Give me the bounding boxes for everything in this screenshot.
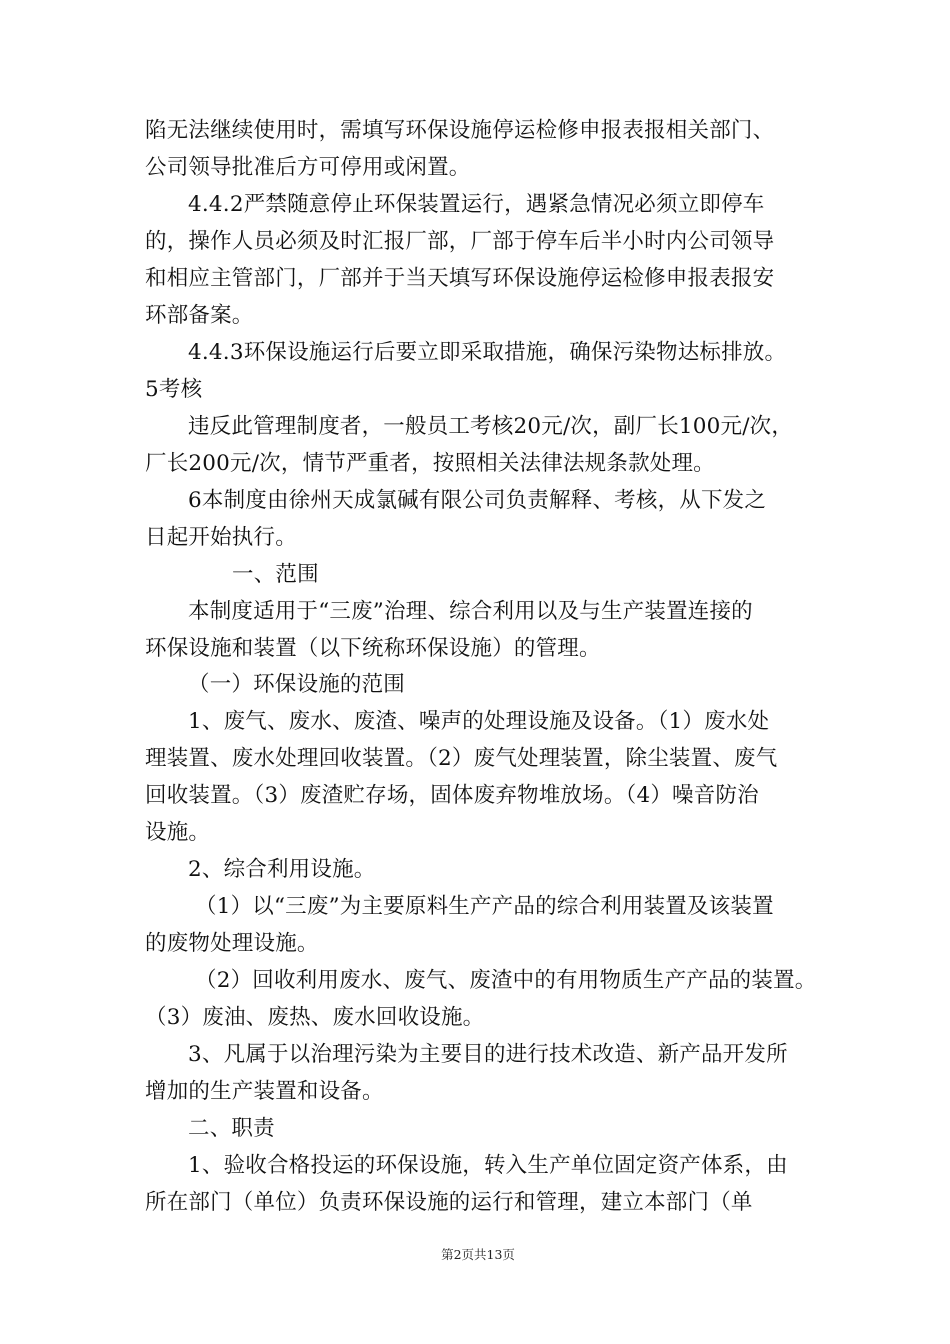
body-line: 厂长200元/次，情节严重者，按照相关法律法规条款处理。: [145, 451, 715, 476]
body-line: 理装置、废水处理回收装置。（2）废气处理装置，除尘装置、废气: [145, 746, 778, 771]
body-line: 环保设施和装置（以下统称环保设施）的管理。: [145, 636, 601, 661]
body-line: 陷无法继续使用时，需填写环保设施停运检修申报表报相关部门、: [145, 118, 775, 143]
section-heading: 5考核: [145, 377, 203, 402]
body-line: （1）以“三废”为主要原料生产产品的综合利用装置及该装置: [195, 894, 774, 919]
body-line: 1、验收合格投运的环保设施，转入生产单位固定资产体系，由: [188, 1153, 788, 1178]
body-line: 2、综合利用设施。: [188, 857, 376, 882]
body-line: 环部备案。: [145, 303, 254, 328]
page-number: 第2页共13页: [441, 1247, 515, 1262]
body-line: 和相应主管部门，厂部并于当天填写环保设施停运检修申报表报安: [145, 266, 775, 291]
body-line: 增加的生产装置和设备。: [145, 1079, 384, 1104]
body-line: 的，操作人员必须及时汇报厂部，厂部于停车后半小时内公司领导: [145, 229, 775, 254]
section-heading: 二、职责: [188, 1116, 275, 1141]
body-line: 4.4.2严禁随意停止环保装置运行，遇紧急情况必须立即停车: [188, 192, 765, 217]
body-line: 1、废气、废水、废渣、噪声的处理设施及设备。（1）废水处: [188, 709, 770, 734]
body-line: 回收装置。（3）废渣贮存场，固体废弃物堆放场。（4）噪音防治: [145, 783, 759, 808]
body-line: 3、凡属于以治理污染为主要目的进行技术改造、新产品开发所: [188, 1042, 788, 1067]
body-line: 所在部门（单位）负责环保设施的运行和管理，建立本部门（单: [145, 1190, 753, 1215]
body-line: 6本制度由徐州天成氯碱有限公司负责解释、考核，从下发之: [188, 488, 767, 513]
section-heading: 一、范围: [232, 562, 319, 587]
body-line: 公司领导批准后方可停用或闲置。: [145, 155, 471, 180]
body-line: 本制度适用于“三废”治理、综合利用以及与生产装置连接的: [188, 599, 753, 624]
body-line: 设施。: [145, 820, 211, 845]
body-line: （3）废油、废热、废水回收设施。: [145, 1005, 485, 1030]
body-line: 的废物处理设施。: [145, 931, 319, 956]
body-line: （2）回收利用废水、废气、废渣中的有用物质生产产品的装置。: [195, 968, 817, 993]
body-line: 日起开始执行。: [145, 525, 297, 550]
body-line: 4.4.3环保设施运行后要立即采取措施，确保污染物达标排放。: [188, 340, 787, 365]
subsection-heading: （一）环保设施的范围: [188, 672, 406, 697]
body-line: 违反此管理制度者，一般员工考核20元/次，副厂长100元/次，: [188, 414, 794, 439]
